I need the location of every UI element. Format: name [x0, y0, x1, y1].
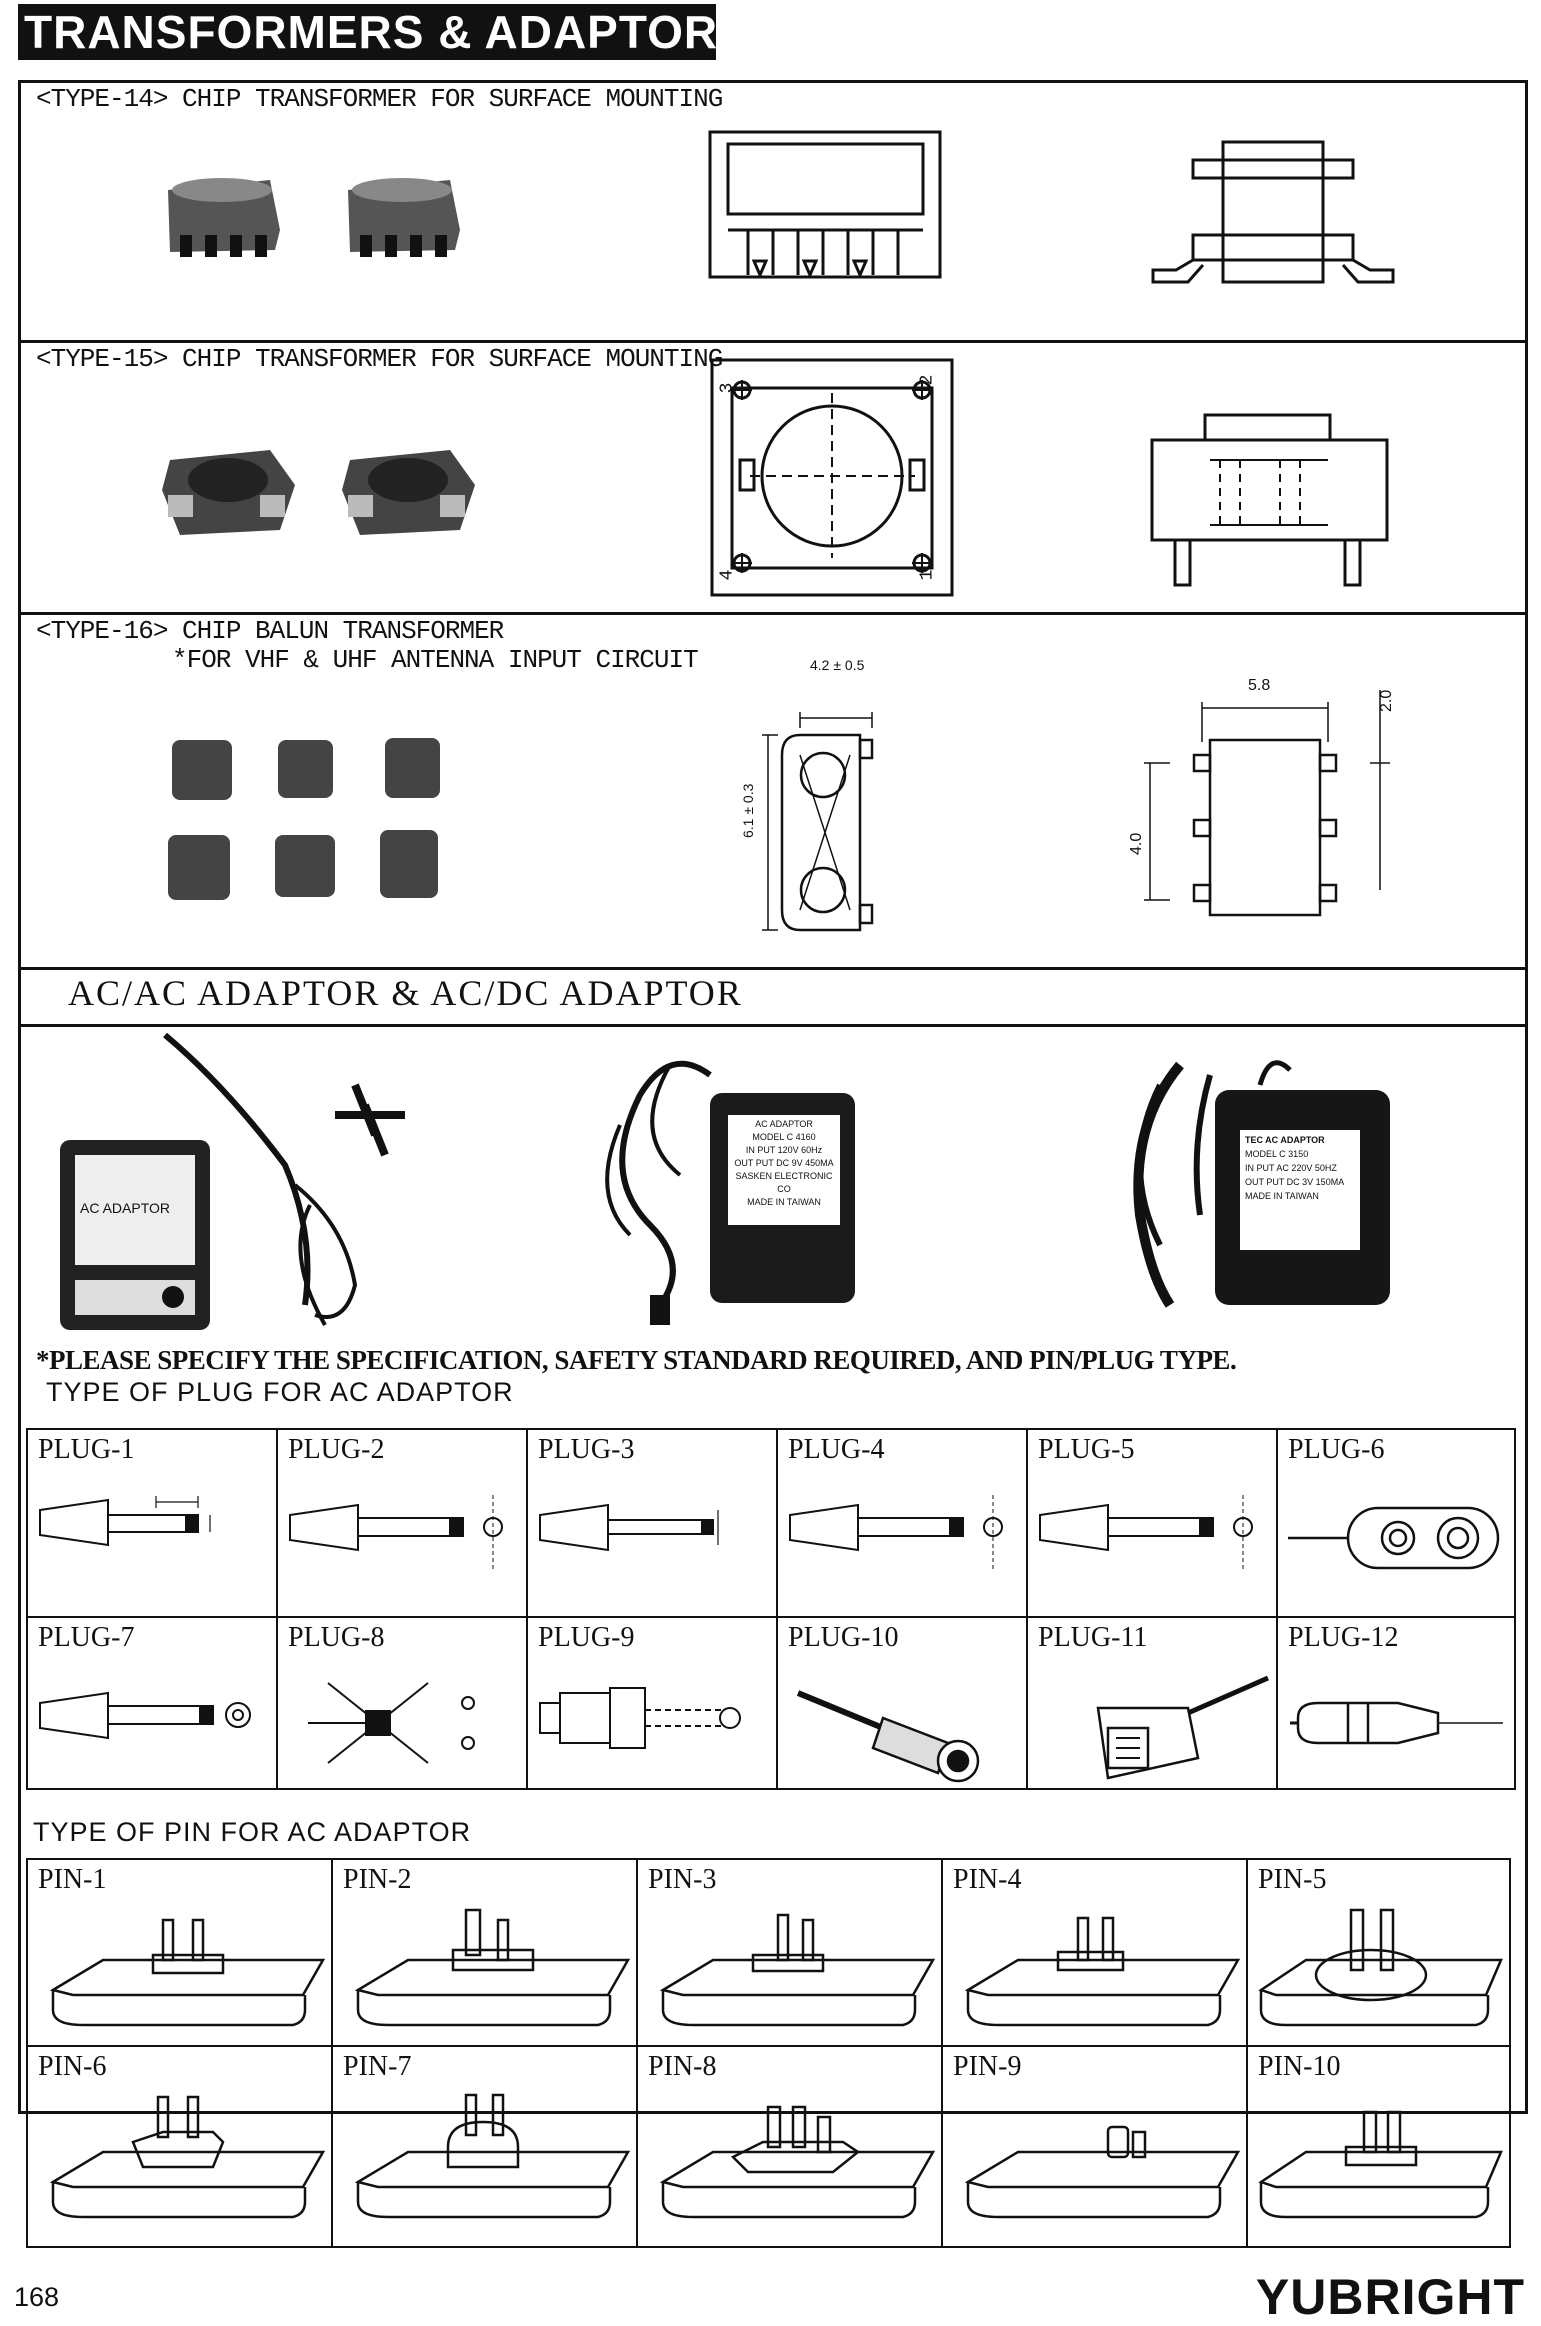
chip-photo: [380, 830, 438, 898]
type15-chip-photos: [160, 440, 480, 545]
plug-table-title: TYPE OF PLUG FOR AC ADAPTOR: [46, 1377, 514, 1407]
pin-label: PIN-9: [953, 2051, 1022, 2082]
type16-front-drawing: [1130, 690, 1420, 940]
adaptor-3-line: TEC AC ADAPTOR: [1245, 1135, 1325, 1145]
plug-label: PLUG-8: [288, 1622, 385, 1653]
pin-cell: [943, 1860, 1248, 2047]
pin-2-drawing: [348, 1900, 628, 2040]
pin-label: 1: [917, 569, 938, 581]
plug-3-drawing: [538, 1490, 768, 1590]
pin-label: 2: [917, 374, 938, 386]
pin-label: PIN-5: [1258, 1864, 1327, 1895]
plug-7-drawing: [38, 1678, 268, 1778]
page-title: TRANSFORMERS & ADAPTORS: [18, 4, 716, 60]
plug-8-drawing: [288, 1663, 518, 1783]
pin-label: 3: [717, 382, 738, 394]
plug-cell: [28, 1430, 278, 1618]
chip-photo: [275, 835, 335, 897]
chip-photo: [385, 738, 440, 798]
plug-label: PLUG-11: [1038, 1622, 1148, 1653]
plug-11-drawing: [1038, 1668, 1268, 1783]
chip-photo: [172, 740, 232, 800]
plug-cell: [1278, 1430, 1516, 1618]
type16-title: <TYPE-16> CHIP BALUN TRANSFORMER: [36, 616, 504, 646]
pin-9-drawing: [958, 2087, 1238, 2237]
plug-label: PLUG-4: [788, 1434, 885, 1465]
chip-photo: [168, 835, 230, 900]
adaptor-3-line: IN PUT AC 220V 50HZ: [1245, 1163, 1337, 1173]
type16-dim-width: 4.2 ± 0.5: [810, 657, 865, 673]
plug-12-drawing: [1288, 1678, 1508, 1778]
plug-cell: [1028, 1618, 1278, 1790]
pin-8-drawing: [653, 2087, 933, 2237]
page-number: 168: [14, 2282, 60, 2312]
pin-5-drawing: [1256, 1890, 1506, 2040]
plug-label: PLUG-2: [288, 1434, 385, 1465]
divider: [18, 340, 1528, 343]
type14-title: <TYPE-14> CHIP TRANSFORMER FOR SURFACE MOUNTING: [36, 84, 723, 114]
plug-cell: [778, 1618, 1028, 1790]
plug-label: PLUG-10: [788, 1622, 899, 1653]
pin-cell: [1248, 1860, 1511, 2047]
pin-cell: [638, 1860, 943, 2047]
pin-3-drawing: [653, 1900, 933, 2040]
plug-label: PLUG-3: [538, 1434, 635, 1465]
brand-name: YUBRIGHT: [1255, 2269, 1525, 2325]
pin-10-drawing: [1256, 2087, 1506, 2237]
chip-photo: [278, 740, 333, 798]
plug-cell: [778, 1430, 1028, 1618]
pin-label: PIN-2: [343, 1864, 412, 1895]
type15-side-drawing: [1150, 410, 1390, 590]
adaptor-title: AC/AC ADAPTOR & AC/DC ADAPTOR: [68, 973, 743, 1013]
adaptor-2-line: SASKEN ELECTRONIC CO: [735, 1171, 833, 1194]
pin-cell: [28, 1860, 333, 2047]
type14-top-drawing: [708, 130, 943, 280]
plug-2-drawing: [288, 1490, 518, 1590]
adaptor-3-line: OUT PUT DC 3V 150MA: [1245, 1177, 1345, 1187]
pin-cell: [333, 2047, 638, 2248]
pin-table-title: TYPE OF PIN FOR AC ADAPTOR: [33, 1817, 472, 1847]
plug-cell: [1278, 1618, 1516, 1790]
pin-label: PIN-3: [648, 1864, 717, 1895]
plug-10-drawing: [788, 1673, 1018, 1783]
pin-label: PIN-4: [953, 1864, 1022, 1895]
pin-label: PIN-1: [38, 1864, 107, 1895]
chip-photo: [342, 450, 475, 535]
type16-dim-left: 4.0: [1128, 832, 1145, 855]
plug-cell: [528, 1430, 778, 1618]
pin-cell: [638, 2047, 943, 2248]
pin-label: PIN-10: [1258, 2051, 1341, 2082]
type16-side-drawing: [760, 700, 920, 945]
plug-label: PLUG-9: [538, 1622, 635, 1653]
plug-5-drawing: [1038, 1490, 1268, 1590]
pin-cell: [1248, 2047, 1511, 2248]
type14-side-drawing: [1148, 140, 1398, 285]
pin-label: 4: [717, 569, 738, 581]
pin-cell: [333, 1860, 638, 2047]
pin-label: PIN-8: [648, 2051, 717, 2082]
adaptor-2-line: MODEL C 4160: [752, 1132, 816, 1142]
plug-label: PLUG-6: [1288, 1434, 1385, 1465]
plug-1-drawing: [38, 1490, 268, 1590]
adaptor-product-1: [55, 1025, 455, 1335]
divider: [18, 612, 1528, 615]
adaptor-2-line: IN PUT 120V 60Hz: [745, 1145, 823, 1155]
pin-label: PIN-6: [38, 2051, 107, 2082]
type16-subtitle: *FOR VHF & UHF ANTENNA INPUT CIRCUIT: [172, 645, 698, 675]
plug-label: PLUG-1: [38, 1434, 135, 1465]
type16-chip-photos: [160, 730, 450, 910]
type16-dim-top: 5.8: [1248, 677, 1271, 694]
pin-cell: [943, 2047, 1248, 2248]
plug-cell: [278, 1430, 528, 1618]
chip-photo: [168, 178, 280, 257]
plug-cell: [528, 1618, 778, 1790]
chip-photo: [348, 178, 460, 257]
plug-label: PLUG-5: [1038, 1434, 1135, 1465]
pin-cell: [28, 2047, 333, 2248]
adaptor-3-line: MADE IN TAIWAN: [1245, 1191, 1319, 1201]
plug-label: PLUG-7: [38, 1622, 135, 1653]
adaptor-2-line: MADE IN TAIWAN: [747, 1197, 821, 1207]
plug-9-drawing: [538, 1678, 768, 1778]
adaptor-2-line: AC ADAPTOR: [755, 1119, 813, 1129]
adaptor-2-label-block: [730, 1118, 838, 1209]
adaptor-3-label-block: [1245, 1133, 1360, 1203]
plug-4-drawing: [788, 1490, 1018, 1590]
type15-top-drawing: [710, 358, 955, 598]
plug-cell: [28, 1618, 278, 1790]
type14-chip-photos: [160, 170, 480, 270]
adaptor-3-line: MODEL C 3150: [1245, 1149, 1309, 1159]
pin-label: PIN-7: [343, 2051, 412, 2082]
adaptor-2-line: OUT PUT DC 9V 450MA: [734, 1158, 834, 1168]
pin-table: [26, 1858, 1511, 2248]
spec-note: *PLEASE SPECIFY THE SPECIFICATION, SAFETY STANDARD REQUIRED, AND PIN/PLUG TYPE.: [36, 1345, 1237, 1375]
plug-label: PLUG-12: [1288, 1622, 1399, 1653]
pin-1-drawing: [43, 1900, 323, 2040]
adaptor-1-label: AC ADAPTOR: [80, 1200, 170, 1216]
chip-photo: [162, 450, 295, 535]
pin-6-drawing: [43, 2087, 323, 2237]
type15-title: <TYPE-15> CHIP TRANSFORMER FOR SURFACE MOUNTING: [36, 344, 723, 374]
plug-6-drawing: [1288, 1490, 1508, 1590]
plug-cell: [1028, 1430, 1278, 1618]
pin-4-drawing: [958, 1900, 1238, 2040]
type16-dim-right: 2.0: [1378, 689, 1395, 712]
type16-dim-height: 6.1 ± 0.3: [740, 783, 756, 838]
plug-cell: [278, 1618, 528, 1790]
pin-7-drawing: [348, 2087, 628, 2237]
plug-table: [26, 1428, 1516, 1790]
